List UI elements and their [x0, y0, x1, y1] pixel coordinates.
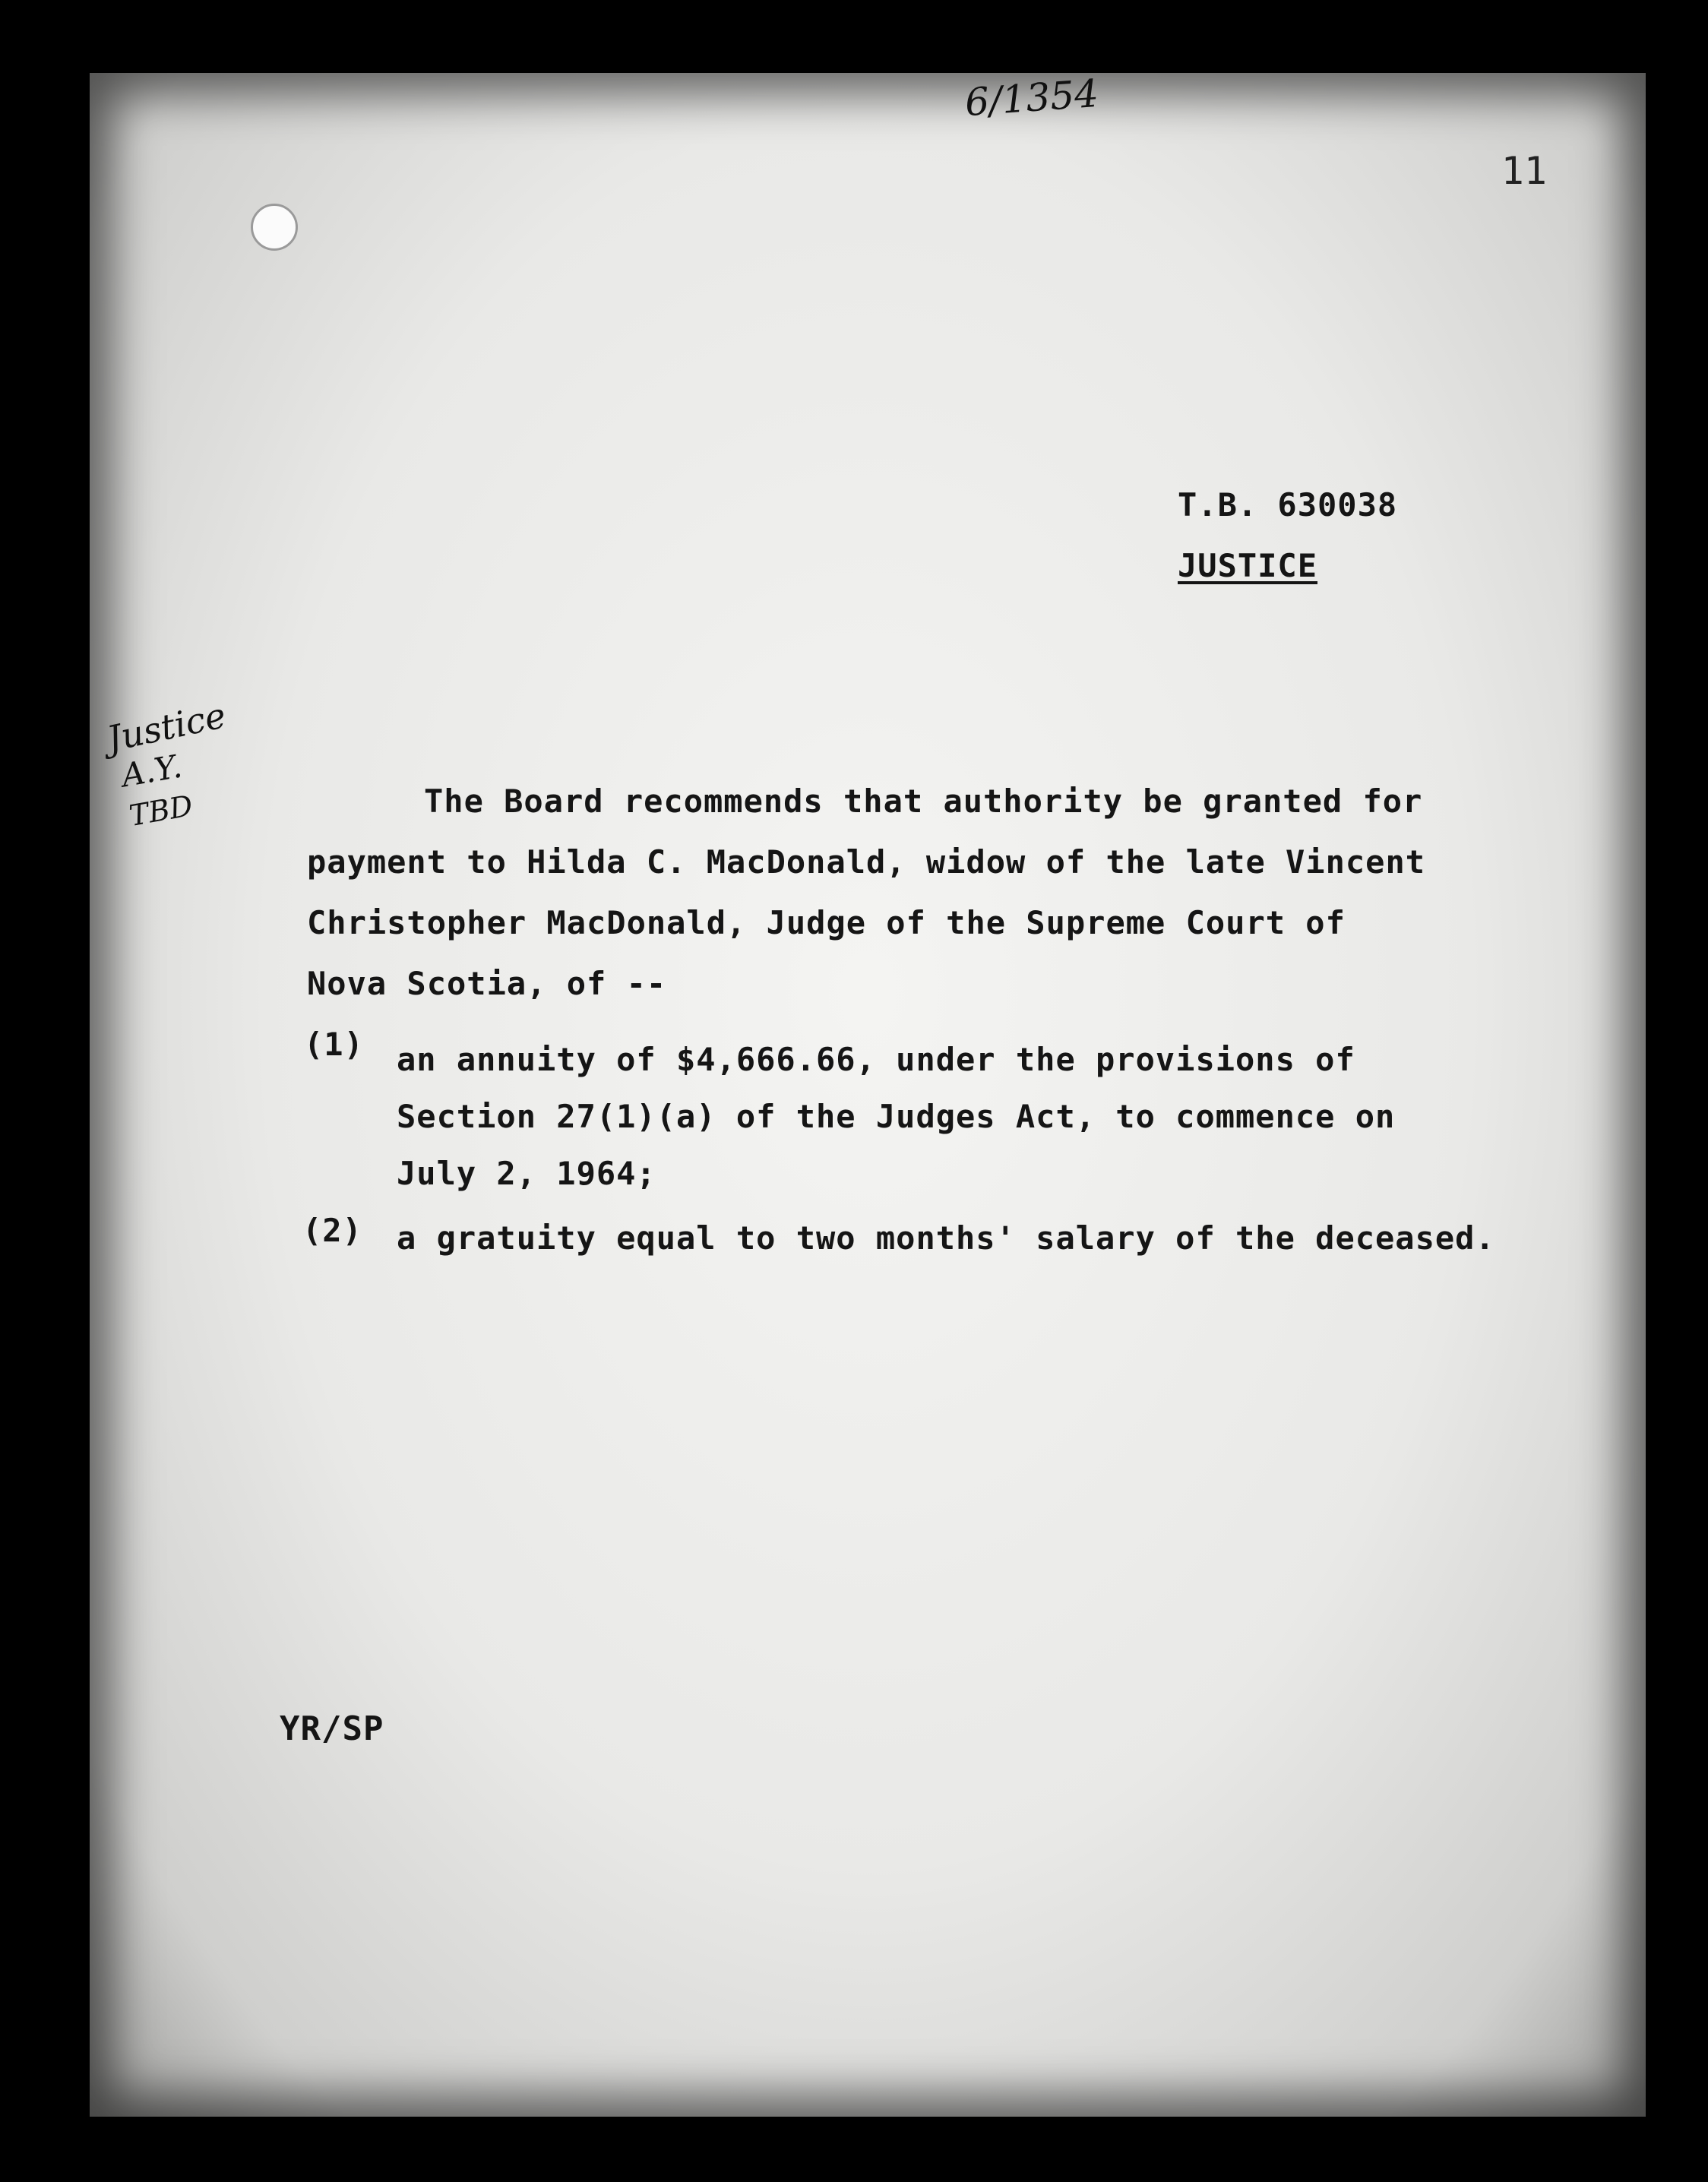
handwritten-reference: 6/1354: [963, 71, 1100, 125]
item-1-line-3: July 2, 1964;: [397, 1155, 656, 1192]
paragraph-line-2: payment to Hilda C. MacDonald, widow of the late Vincent: [307, 843, 1426, 881]
department-heading: JUSTICE: [1178, 547, 1318, 584]
typist-initials: YR/SP: [280, 1709, 384, 1748]
margin-note-line-2: A.Y.: [119, 747, 185, 795]
paragraph-line-3: Christopher MacDonald, Judge of the Supreme Court of: [307, 904, 1346, 941]
item-2-number: (2): [302, 1212, 362, 1249]
tb-number: T.B. 630038: [1178, 486, 1398, 523]
item-1-line-2: Section 27(1)(a) of the Judges Act, to commence on: [397, 1098, 1396, 1135]
page-number: 11: [1501, 149, 1547, 193]
margin-note-line-3: TBD: [126, 789, 195, 833]
document-page: [90, 73, 1646, 2117]
item-2-line-1: a gratuity equal to two months' salary of the deceased.: [397, 1219, 1495, 1257]
punch-hole: [251, 204, 298, 251]
item-1-line-1: an annuity of $4,666.66, under the provisions of: [397, 1041, 1355, 1078]
item-1-number: (1): [304, 1026, 364, 1063]
paragraph-line-1: The Board recommends that authority be granted for: [424, 783, 1423, 820]
margin-note-line-1: Justice: [103, 694, 229, 760]
paragraph-line-4: Nova Scotia, of --: [307, 965, 667, 1002]
